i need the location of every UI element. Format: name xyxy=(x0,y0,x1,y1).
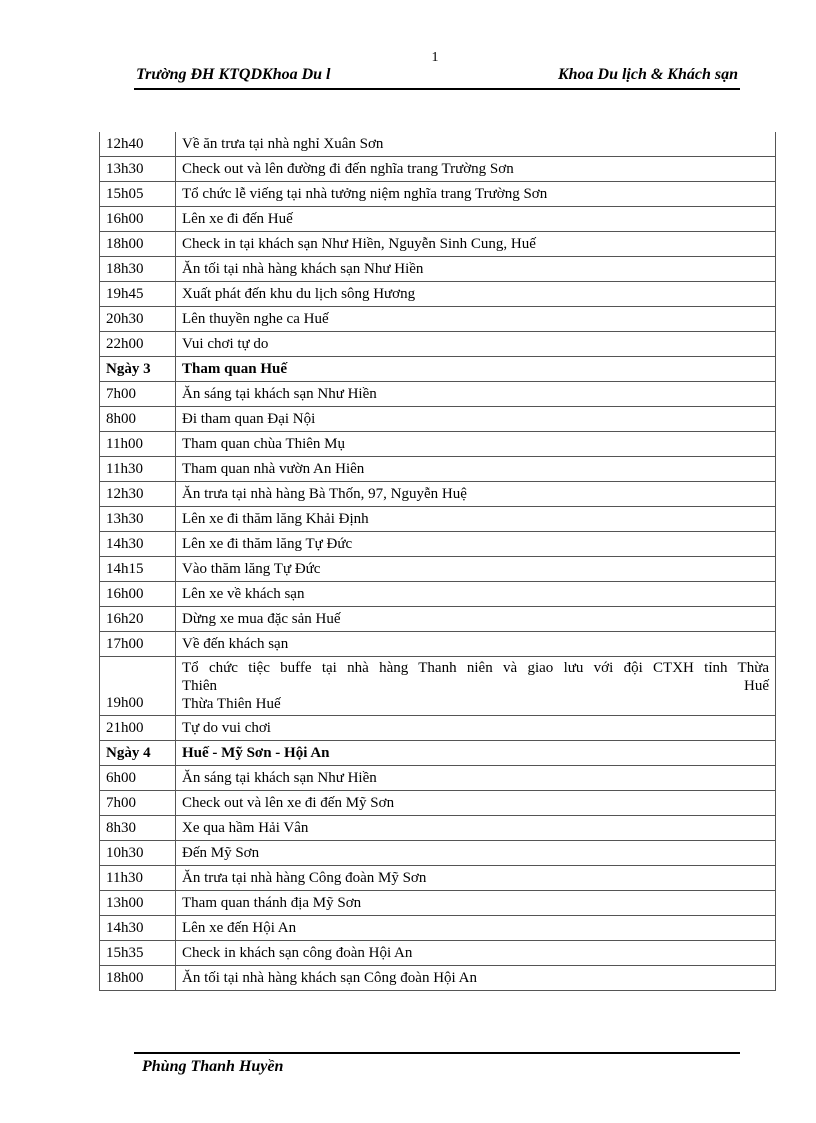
table-row xyxy=(100,457,776,482)
table-row xyxy=(100,607,776,632)
table-row xyxy=(100,791,776,816)
table-row xyxy=(100,891,776,916)
table-row xyxy=(100,482,776,507)
time-cell: 7h00 xyxy=(100,791,176,816)
time-cell: 13h00 xyxy=(100,891,176,916)
time-cell: 8h30 xyxy=(100,816,176,841)
activity-line: Thừa Thiên Huế xyxy=(182,696,281,712)
activity-cell: Tham quan thánh địa Mỹ Sơn xyxy=(176,891,776,916)
activity-cell: Đến Mỹ Sơn xyxy=(176,841,776,866)
page-number: 1 xyxy=(431,50,439,65)
activity-cell: Về đến khách sạn xyxy=(176,632,776,657)
table-row xyxy=(100,307,776,332)
time-cell: 16h00 xyxy=(100,207,176,232)
activity-cell: Tự do vui chơi xyxy=(176,716,776,741)
time-cell: 18h00 xyxy=(100,966,176,991)
schedule-table xyxy=(99,132,776,991)
activity-cell: Dừng xe mua đặc sản Huế xyxy=(176,607,776,632)
time-cell: 19h00 xyxy=(100,657,176,716)
time-cell: 21h00 xyxy=(100,716,176,741)
time-cell: 12h40 xyxy=(100,132,176,157)
table-row xyxy=(100,332,776,357)
table-row xyxy=(100,132,776,157)
time-cell: 19h45 xyxy=(100,282,176,307)
time-cell: 15h35 xyxy=(100,941,176,966)
table-row xyxy=(100,716,776,741)
table-row xyxy=(100,941,776,966)
activity-line: Thiên Huế xyxy=(182,678,769,694)
time-cell: 18h30 xyxy=(100,257,176,282)
table-row xyxy=(100,382,776,407)
activity-cell: Vào thăm lăng Tự Đức xyxy=(176,557,776,582)
day-title: Tham quan Huế xyxy=(176,357,776,382)
time-cell: 14h15 xyxy=(100,557,176,582)
day-title: Huế - Mỹ Sơn - Hội An xyxy=(176,741,776,766)
day-label: Ngày 3 xyxy=(100,357,176,382)
table-row xyxy=(100,207,776,232)
time-cell: 10h30 xyxy=(100,841,176,866)
activity-cell: Ăn sáng tại khách sạn Như Hiền xyxy=(176,766,776,791)
time-cell: 17h00 xyxy=(100,632,176,657)
table-row xyxy=(100,916,776,941)
activity-cell xyxy=(176,657,776,716)
activity-cell: Tham quan nhà vườn An Hiên xyxy=(176,457,776,482)
page-header xyxy=(134,66,740,90)
time-cell: 14h30 xyxy=(100,532,176,557)
table-row xyxy=(100,182,776,207)
activity-cell: Đi tham quan Đại Nội xyxy=(176,407,776,432)
time-cell: 8h00 xyxy=(100,407,176,432)
activity-cell: Check in tại khách sạn Như Hiền, Nguyễn Sinh Cung, Huế xyxy=(176,232,776,257)
activity-cell: Ăn tối tại nhà hàng khách sạn Như Hiền xyxy=(176,257,776,282)
table-row xyxy=(100,866,776,891)
day-header-row xyxy=(100,357,776,382)
table-row xyxy=(100,532,776,557)
time-cell: 13h30 xyxy=(100,507,176,532)
time-cell: 6h00 xyxy=(100,766,176,791)
activity-cell: Check out và lên đường đi đến nghĩa trang Trường Sơn xyxy=(176,157,776,182)
table-row xyxy=(100,766,776,791)
table-row xyxy=(100,432,776,457)
page-footer xyxy=(134,1052,740,1075)
table-row xyxy=(100,841,776,866)
table-row xyxy=(100,507,776,532)
time-cell: 11h30 xyxy=(100,457,176,482)
activity-cell: Tổ chức lễ viếng tại nhà tưởng niệm nghĩa trang Trường Sơn xyxy=(176,182,776,207)
time-cell: 20h30 xyxy=(100,307,176,332)
activity-cell: Lên thuyền nghe ca Huế xyxy=(176,307,776,332)
table-row xyxy=(100,232,776,257)
activity-cell: Xuất phát đến khu du lịch sông Hương xyxy=(176,282,776,307)
activity-line: Tổ chức tiệc buffe tại nhà hàng Thanh niên và giao lưu với đội CTXH tỉnh Thừa xyxy=(182,660,769,676)
time-cell: 7h00 xyxy=(100,382,176,407)
time-cell: 12h30 xyxy=(100,482,176,507)
day-header-row xyxy=(100,741,776,766)
table-row xyxy=(100,816,776,841)
activity-cell: Ăn tối tại nhà hàng khách sạn Công đoàn Hội An xyxy=(176,966,776,991)
table-row xyxy=(100,657,776,716)
time-cell: 18h00 xyxy=(100,232,176,257)
time-cell: 22h00 xyxy=(100,332,176,357)
time-cell: 15h05 xyxy=(100,182,176,207)
activity-cell: Về ăn trưa tại nhà nghỉ Xuân Sơn xyxy=(176,132,776,157)
activity-cell: Check in khách sạn công đoàn Hội An xyxy=(176,941,776,966)
activity-cell: Ăn sáng tại khách sạn Như Hiền xyxy=(176,382,776,407)
header-right-text: Khoa Du lịch & Khách sạn xyxy=(557,66,738,83)
activity-cell: Lên xe đến Hội An xyxy=(176,916,776,941)
table-row xyxy=(100,632,776,657)
time-cell: 13h30 xyxy=(100,157,176,182)
day-label: Ngày 4 xyxy=(100,741,176,766)
time-cell: 11h00 xyxy=(100,432,176,457)
footer-author: Phùng Thanh Huyền xyxy=(142,1058,284,1075)
activity-cell: Ăn trưa tại nhà hàng Công đoàn Mỹ Sơn xyxy=(176,866,776,891)
activity-cell: Vui chơi tự do xyxy=(176,332,776,357)
activity-cell: Lên xe đi thăm lăng Khải Định xyxy=(176,507,776,532)
table-row xyxy=(100,582,776,607)
time-cell: 14h30 xyxy=(100,916,176,941)
table-row xyxy=(100,966,776,991)
activity-cell: Lên xe đi thăm lăng Tự Đức xyxy=(176,532,776,557)
table-row xyxy=(100,282,776,307)
time-cell: 16h20 xyxy=(100,607,176,632)
table-row xyxy=(100,407,776,432)
time-cell: 16h00 xyxy=(100,582,176,607)
table-row xyxy=(100,257,776,282)
activity-cell: Ăn trưa tại nhà hàng Bà Thốn, 97, Nguyễn Huệ xyxy=(176,482,776,507)
activity-cell: Tham quan chùa Thiên Mụ xyxy=(176,432,776,457)
table-row xyxy=(100,157,776,182)
activity-cell: Xe qua hầm Hải Vân xyxy=(176,816,776,841)
time-cell: 11h30 xyxy=(100,866,176,891)
activity-cell: Lên xe đi đến Huế xyxy=(176,207,776,232)
activity-cell: Lên xe về khách sạn xyxy=(176,582,776,607)
header-left-text: Trường ĐH KTQDKhoa Du l xyxy=(136,66,331,83)
activity-cell: Check out và lên xe đi đến Mỹ Sơn xyxy=(176,791,776,816)
table-row xyxy=(100,557,776,582)
